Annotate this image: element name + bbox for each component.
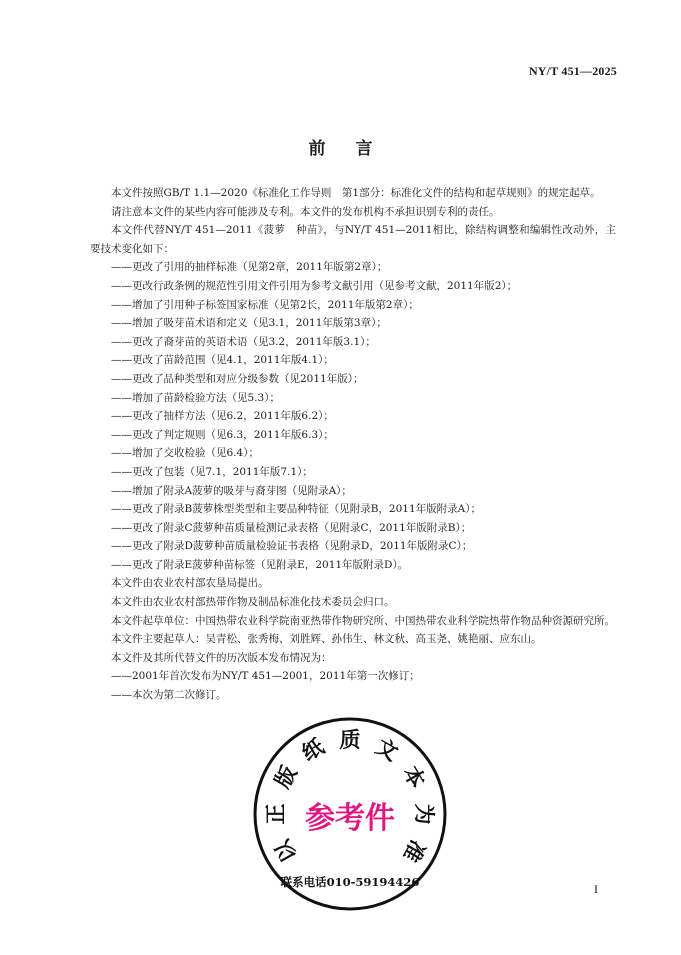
change-item: ——更改行政条例的规范性引用文件引用为参考文献引用（见参考文献，2011年版2）； [111,279,518,292]
paragraph-drafting-units: 本文件起草单位：中国热带农业科学院南亚热带作物研究所、中国热带农业科学院热带作物品种资源研究所。 [111,614,615,627]
paragraph-drafters: 本文件主要起草人：吴青松、张秀梅、刘胜辉、孙伟生、林文秋、高玉尧、姚艳丽、应东山。 [111,633,542,646]
change-item: ——更改了附录E菠萝种苗标签（见附录E，2011年版附录D）。 [111,558,409,571]
change-item: ——增加了附录A菠萝的吸芽与裔芽图（见附录A）； [111,484,352,497]
change-item: ——更改了附录C菠萝种苗质量检测记录表格（见附录C，2011年版附录B）； [111,521,472,534]
paragraph-proposer: 本文件由农业农村部农垦局提出。 [111,577,269,590]
stamp-arc-char: 为 [412,803,436,825]
title-char-2: 言 [355,139,373,159]
change-item: ——增加了交收检验（见6.4）； [111,447,259,460]
stamp-arc-char: 纸 [297,734,329,766]
change-item: ——更改了附录D菠萝种苗质量检验证书表格（见附录D，2011年版附录C）； [111,540,473,553]
paragraph-replacement: 本文件代替NY/T 451—2011《菠萝 种苗》，与NY/T 451—2011相比，除结构调整和编辑性改动外，主要技术变化如下： [90,224,616,255]
standard-code: NY/T 451—2025 [528,64,617,78]
stamp-arc-char: 本 [398,761,430,793]
paragraph-patent-notice: 请注意本文件的某些内容可能涉及专利。本文件的发布机构不承担识别专利的责任。 [111,205,500,218]
change-item: ——更改了包装（见7.1，2011年版7.1）； [111,465,313,478]
change-item: ——更改了抽样方法（见6.2，2011年版6.2）； [111,410,334,423]
stamp-arc-char: 文 [371,734,403,766]
title-char-1: 前 [308,139,326,159]
reference-copy-stamp [252,716,448,912]
change-item: ——更改了苗龄范围（见4.1，2011年版4.1）； [111,354,334,367]
stamp-arc-text [264,728,436,866]
change-item: ——更改了引用的抽样标准（见第2章，2011年版第2章）； [111,261,388,274]
change-item: ——更改了附录B菠萝株型类型和主要品种特征（见附录B，2011年版附录A）； [111,503,481,516]
page-title [0,134,681,159]
stamp-center-text: 参考件 [305,801,395,836]
change-item: ——更改了品种类型和对应分级参数（见2011年版）； [111,372,364,385]
stamp-phone-text: 联系电话010-59194426 [280,875,420,889]
page-number: I [594,882,598,896]
stamp-arc-char: 准 [398,835,430,867]
change-item: ——增加了引用种子标签国家标准（见第2长，2011年版第2章）； [111,298,419,311]
paragraph-drafting-rules: 本文件按照GB/T 1.1—2020《标准化工作导则 第1部分：标准化文件的结构和起草规则》的规定起草。 [111,187,601,199]
change-item: ——增加了苗龄检验方法（见5.3）； [111,391,280,404]
paragraph-committee: 本文件由农业农村部热带作物及制品标准化技术委员会归口。 [111,596,395,609]
history-item: ——本次为第二次修订。 [111,689,227,702]
paragraph-history-intro: 本文件及其所代替文件的历次版本发布情况为： [111,651,332,664]
stamp-arc-char: 版 [270,761,302,793]
change-item: ——更改了判定规则（见6.3，2011年版6.3）； [111,428,334,441]
stamp-arc-char: 以 [270,835,302,867]
change-item: ——增加了吸芽苗术语和定义（见3.1，2011年版第3章）； [111,317,387,330]
change-item: ——更改了裔芽苗的英语术语（见3.2，2011年版3.1）； [111,335,376,348]
stamp-graphic [252,716,448,912]
foreword-body [90,184,616,705]
stamp-arc-char: 正 [264,803,288,825]
stamp-arc-char: 质 [339,728,361,752]
history-item: ——2001年首次发布为NY/T 451—2001，2011年第一次修订； [111,670,420,683]
